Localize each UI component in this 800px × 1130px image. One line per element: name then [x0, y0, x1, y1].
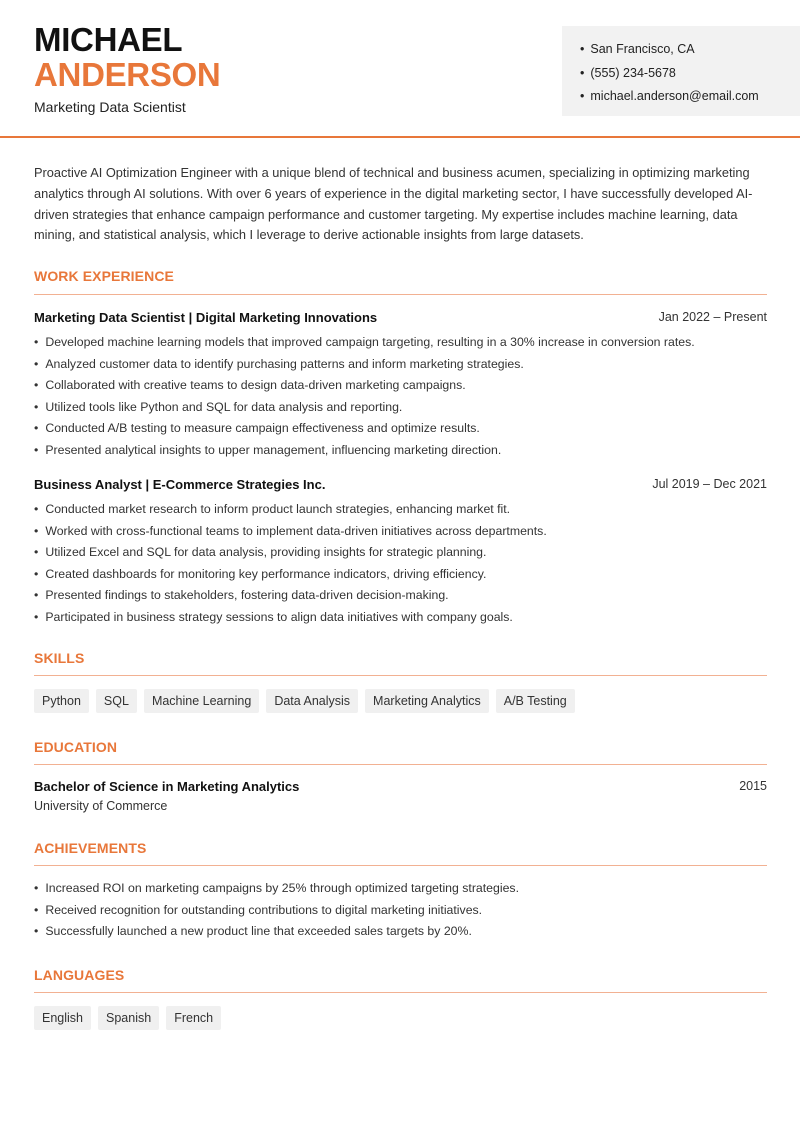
list-item: • Created dashboards for monitoring key performance indicators, driving efficiency.: [34, 564, 547, 586]
skill-chip: A/B Testing: [496, 689, 575, 713]
list-item: • Presented findings to stakeholders, fostering data-driven decision-making.: [34, 585, 547, 607]
list-item: • Analyzed customer data to identify purchasing patterns and inform marketing strategies.: [34, 354, 695, 376]
job-role: Marketing Data Scientist: [34, 99, 186, 115]
job-title: Business Analyst | E-Commerce Strategies Inc.: [34, 477, 326, 492]
list-item: • Worked with cross-functional teams to implement data-driven initiatives across departments.: [34, 521, 547, 543]
list-item: • Conducted market research to inform product launch strategies, enhancing market fit.: [34, 499, 547, 521]
education-degree: Bachelor of Science in Marketing Analytics: [34, 779, 300, 794]
list-item: • Presented analytical insights to upper management, influencing marketing direction.: [34, 440, 695, 462]
job-dates: Jul 2019 – Dec 2021: [652, 477, 767, 491]
section-title-work: WORK EXPERIENCE: [34, 268, 174, 284]
skill-chip: Data Analysis: [266, 689, 358, 713]
job-title: Marketing Data Scientist | Digital Marketing Innovations: [34, 310, 378, 325]
list-item: • Successfully launched a new product line that exceeded sales targets by 20%.: [34, 921, 519, 943]
skill-chip: Marketing Analytics: [365, 689, 489, 713]
language-chip: Spanish: [98, 1006, 159, 1030]
list-item: • Utilized Excel and SQL for data analysis, providing insights for strategic planning.: [34, 542, 547, 564]
list-item: • Participated in business strategy sessions to align data initiatives with company goals.: [34, 607, 547, 629]
skill-chip: Python: [34, 689, 89, 713]
skill-chip: SQL: [96, 689, 137, 713]
job-dates: Jan 2022 – Present: [658, 310, 767, 324]
list-item: • Increased ROI on marketing campaigns by 25% through optimized targeting strategies.: [34, 878, 519, 900]
contact-phone: • (555) 234-5678: [580, 62, 759, 86]
list-item: • Received recognition for outstanding contributions to digital marketing initiatives.: [34, 900, 519, 922]
section-title-education: EDUCATION: [34, 739, 118, 755]
section-divider: [34, 675, 767, 676]
last-name: ANDERSON: [34, 56, 221, 93]
skill-chip: Machine Learning: [144, 689, 259, 713]
contact-email[interactable]: • michael.anderson@email.com: [580, 85, 759, 109]
list-item: • Collaborated with creative teams to design data-driven marketing campaigns.: [34, 375, 695, 397]
resume-header: [0, 0, 800, 138]
achievements-list: [34, 878, 519, 943]
education-school: University of Commerce: [34, 799, 168, 813]
language-chip: French: [166, 1006, 221, 1030]
list-item: • Conducted A/B testing to measure campaign effectiveness and optimize results.: [34, 418, 695, 440]
section-title-skills: SKILLS: [34, 650, 85, 666]
list-item: • Utilized tools like Python and SQL for data analysis and reporting.: [34, 397, 695, 419]
education-year: 2015: [739, 779, 767, 793]
languages-list: [34, 1006, 221, 1030]
contact-location: • San Francisco, CA: [580, 38, 759, 62]
contact-box: [562, 26, 800, 116]
language-chip: English: [34, 1006, 91, 1030]
job-bullets: [34, 332, 695, 461]
section-title-achievements: ACHIEVEMENTS: [34, 840, 147, 856]
section-divider: [34, 992, 767, 993]
job-bullets: [34, 499, 547, 628]
section-divider: [34, 865, 767, 866]
summary-paragraph: Proactive AI Optimization Engineer with a unique blend of technical and business acumen, specializing in optimizing marketing analytics through AI solutions. With over 6 years of experience in the digital marketing sector, I have successfully developed AI-driven strategies that enhance campaign performance and customer targeting. My expertise includes machine learning, data mining, and statistical analysis, which I leverage to derive actionable insights from large datasets.: [34, 165, 753, 243]
first-name: MICHAEL: [34, 21, 183, 58]
candidate-name: [34, 22, 220, 92]
skills-list: [34, 689, 575, 713]
section-title-languages: LANGUAGES: [34, 967, 125, 983]
list-item: • Developed machine learning models that improved campaign targeting, resulting in a 30% increase in conversion rates.: [34, 332, 695, 354]
section-divider: [34, 294, 767, 295]
section-divider: [34, 764, 767, 765]
